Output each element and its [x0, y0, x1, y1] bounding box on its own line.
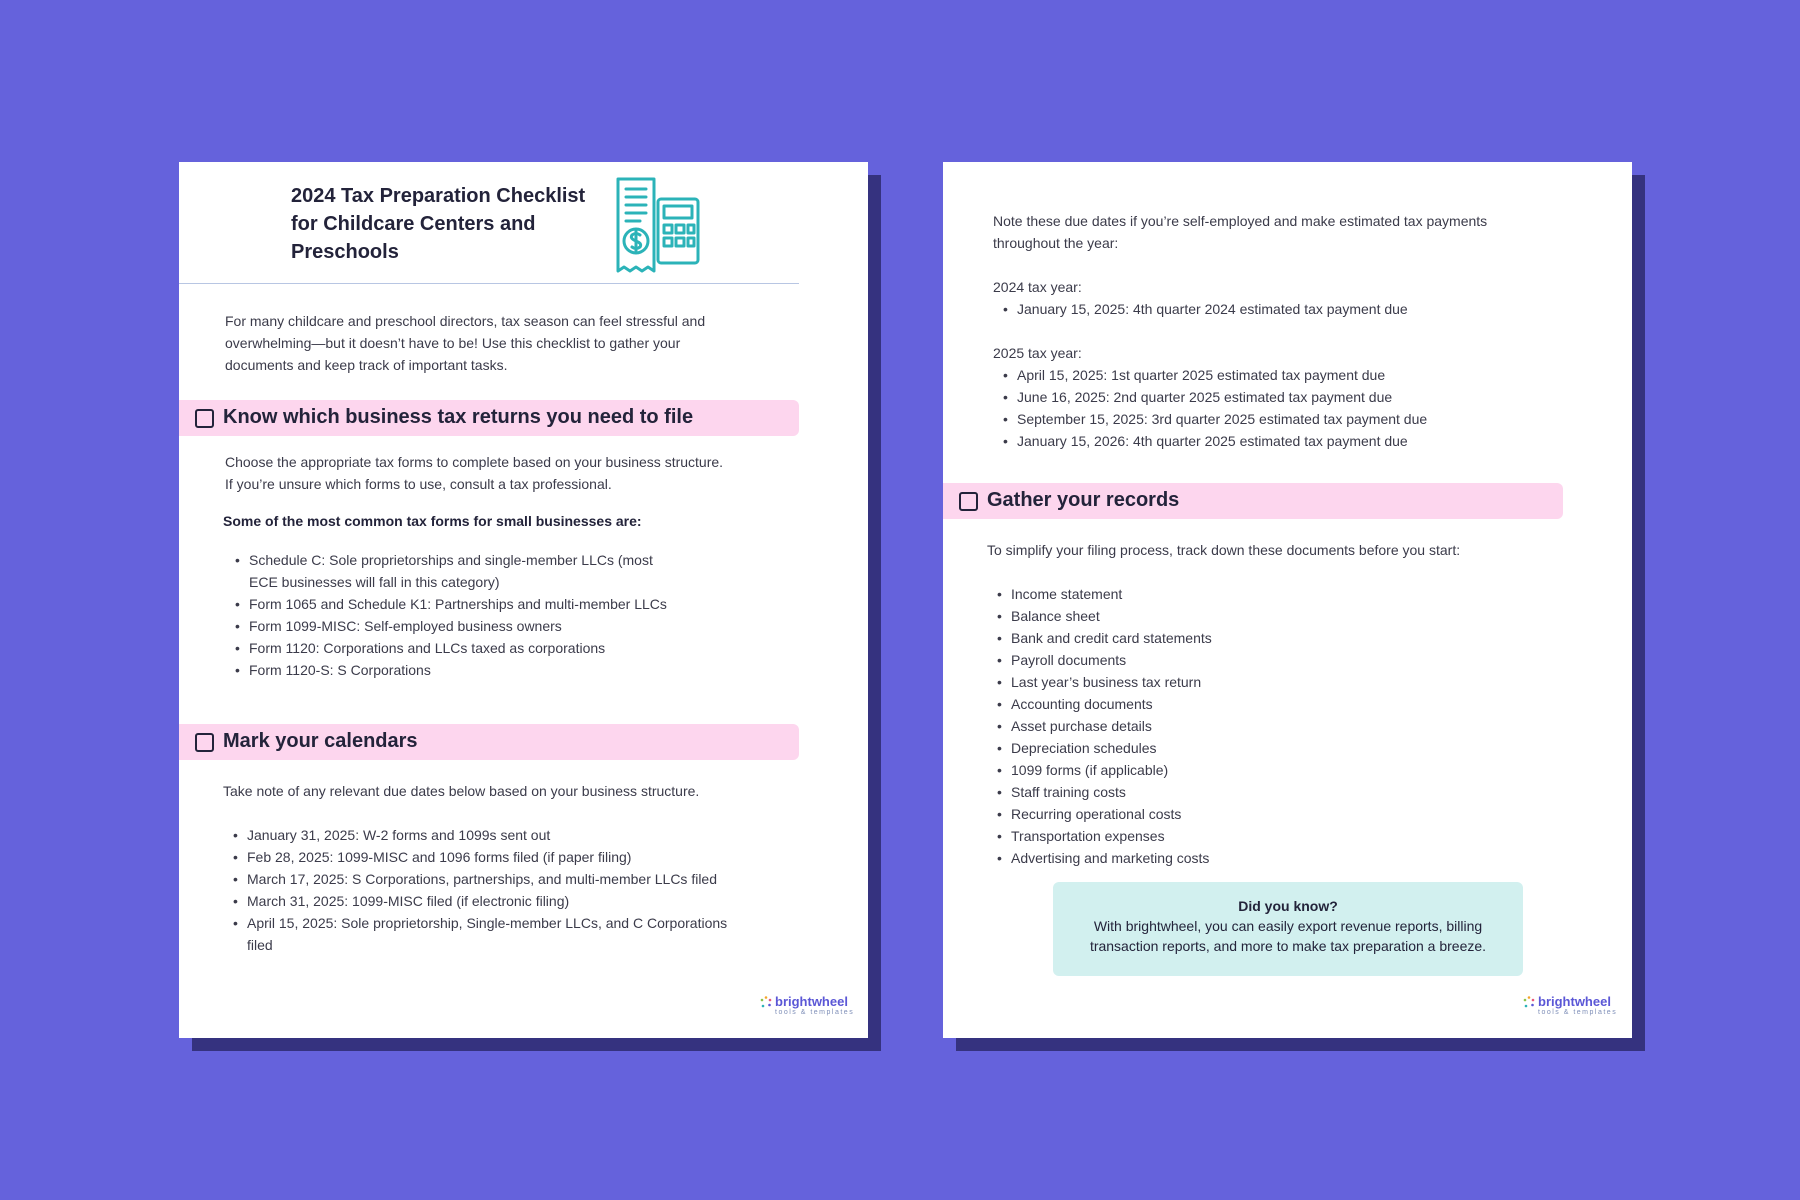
- section-heading: Know which business tax returns you need to file: [223, 406, 694, 428]
- tax-forms-subheading: Some of the most common tax forms for small businesses are:: [223, 513, 642, 529]
- list-item-text: • January 15, 2026: 4th quarter 2025 estimated tax payment due: [1017, 433, 1408, 449]
- checkbox-icon[interactable]: [959, 492, 978, 511]
- title-line: Preschools: [291, 241, 399, 263]
- list-item: [997, 847, 1497, 869]
- list-item-text: • Income statement: [1011, 586, 1123, 602]
- body-line: Choose the appropriate tax forms to complete based on your business structure.: [225, 454, 724, 470]
- brand-name: brightwheel: [1538, 994, 1611, 1009]
- brand-name: brightwheel: [775, 994, 848, 1009]
- tax-year-2024-label: 2024 tax year:: [993, 279, 1082, 295]
- section-records: [943, 483, 1563, 519]
- list-item-text: • Form 1120-S: S Corporations: [249, 662, 431, 678]
- brightwheel-logo: [760, 994, 860, 1016]
- section-tax-returns-body: [225, 451, 815, 495]
- list-item: [1003, 430, 1563, 452]
- brand-tagline: tools & templates: [775, 1009, 855, 1016]
- list-item: [997, 715, 1497, 737]
- list-item-text: • June 16, 2025: 2nd quarter 2025 estimated tax payment due: [1017, 389, 1393, 405]
- list-item-text: • Recurring operational costs: [1011, 806, 1182, 822]
- checkbox-icon[interactable]: [195, 733, 214, 752]
- list-item: [997, 627, 1497, 649]
- list-item: [233, 868, 813, 890]
- tax-year-2024-list: [1003, 298, 1563, 320]
- section-records-body: To simplify your filing process, track down these documents before you start:: [987, 542, 1461, 558]
- intro-line: overwhelming—but it doesn’t have to be! Use this checklist to gather your: [225, 335, 681, 351]
- section-calendars: [179, 724, 799, 760]
- list-item: [235, 637, 795, 659]
- section-heading: Gather your records: [987, 489, 1180, 511]
- list-item-text: • Form 1065 and Schedule K1: Partnerships and multi-member LLCs: [249, 596, 667, 612]
- tax-year-2025-list: [1003, 364, 1563, 452]
- intro-line: documents and keep track of important tasks.: [225, 357, 508, 373]
- intro-paragraph: [225, 310, 785, 376]
- intro-line: For many childcare and preschool directors, tax season can feel stressful and: [225, 313, 706, 329]
- list-item-text: • Form 1099-MISC: Self-employed business owners: [249, 618, 562, 634]
- list-item: [997, 671, 1497, 693]
- list-item-text: • Bank and credit card statements: [1011, 630, 1212, 646]
- list-item-text: • April 15, 2025: 1st quarter 2025 estimated tax payment due: [1017, 367, 1386, 383]
- receipt-calculator-icon: [612, 175, 704, 277]
- list-item: [233, 912, 813, 956]
- list-item: [233, 890, 813, 912]
- list-item-text: • Feb 28, 2025: 1099-MISC and 1096 forms filed (if paper filing): [247, 849, 632, 865]
- list-item-text: • Asset purchase details: [1011, 718, 1152, 734]
- list-item-text: • Staff training costs: [1011, 784, 1126, 800]
- list-item-text: • Accounting documents: [1011, 696, 1153, 712]
- list-item-text: • Last year’s business tax return: [1011, 674, 1202, 690]
- list-item: [233, 846, 813, 868]
- list-item: [997, 583, 1497, 605]
- list-item: [997, 803, 1497, 825]
- estimated-payments-note: [993, 210, 1593, 254]
- callout-line: transaction reports, and more to make tax preparation a breeze.: [1089, 938, 1487, 954]
- list-item-text: • April 15, 2025: Sole proprietorship, Single-member LLCs, and C Corporations: [247, 915, 728, 931]
- list-item: [235, 549, 795, 593]
- list-item: [235, 615, 795, 637]
- list-item-text: • Balance sheet: [1011, 608, 1100, 624]
- list-item-text: • January 15, 2025: 4th quarter 2024 estimated tax payment due: [1017, 301, 1408, 317]
- brightwheel-logo-icon: [1523, 996, 1535, 1008]
- checklist-page-1: [179, 162, 868, 1038]
- brightwheel-logo-icon: [760, 996, 772, 1008]
- list-item-text: ECE businesses will fall in this category): [249, 574, 500, 590]
- section-heading: Mark your calendars: [223, 730, 418, 752]
- list-item-text: • Payroll documents: [1011, 652, 1127, 668]
- checkbox-icon[interactable]: [195, 409, 214, 428]
- list-item-text: • March 31, 2025: 1099-MISC filed (if electronic filing): [247, 893, 570, 909]
- brand-tagline: tools & templates: [1538, 1009, 1618, 1016]
- list-item: [235, 659, 795, 681]
- tax-forms-list: [235, 549, 795, 681]
- list-item-text: • 1099 forms (if applicable): [1011, 762, 1169, 778]
- callout-line: With brightwheel, you can easily export revenue reports, billing: [1093, 918, 1483, 934]
- list-item-text: • September 15, 2025: 3rd quarter 2025 estimated tax payment due: [1017, 411, 1428, 427]
- records-list: [997, 583, 1497, 869]
- due-dates-list: [233, 824, 813, 956]
- list-item: [1003, 298, 1563, 320]
- list-item-text: • Form 1120: Corporations and LLCs taxed as corporations: [249, 640, 606, 656]
- did-you-know-callout: [1053, 882, 1523, 976]
- checklist-page-2: [943, 162, 1632, 1038]
- list-item: [233, 824, 813, 846]
- note-line: Note these due dates if you’re self-employed and make estimated tax payments: [993, 213, 1488, 229]
- brightwheel-logo: [1523, 994, 1623, 1016]
- section-tax-returns: [179, 400, 799, 436]
- list-item: [997, 737, 1497, 759]
- list-item: [997, 693, 1497, 715]
- title-line: for Childcare Centers and: [291, 213, 536, 235]
- list-item: [997, 649, 1497, 671]
- list-item-text: filed: [247, 937, 273, 953]
- list-item: [1003, 364, 1563, 386]
- page-title: [291, 182, 591, 266]
- title-line: 2024 Tax Preparation Checklist: [291, 185, 586, 207]
- note-line: throughout the year:: [993, 235, 1119, 251]
- list-item-text: • Schedule C: Sole proprietorships and single-member LLCs (most: [249, 552, 653, 568]
- section-calendars-body: Take note of any relevant due dates below based on your business structure.: [223, 783, 700, 799]
- callout-title: Did you know?: [1238, 898, 1338, 914]
- tax-year-2025-label: 2025 tax year:: [993, 345, 1082, 361]
- list-item: [1003, 408, 1563, 430]
- list-item-text: • Transportation expenses: [1011, 828, 1165, 844]
- list-item-text: • January 31, 2025: W-2 forms and 1099s sent out: [247, 827, 551, 843]
- list-item-text: • Depreciation schedules: [1011, 740, 1157, 756]
- list-item: [997, 605, 1497, 627]
- list-item: [997, 781, 1497, 803]
- title-divider: [179, 283, 799, 284]
- list-item: [997, 825, 1497, 847]
- body-line: If you’re unsure which forms to use, consult a tax professional.: [225, 476, 612, 492]
- list-item-text: • March 17, 2025: S Corporations, partnerships, and multi-member LLCs filed: [247, 871, 717, 887]
- list-item: [997, 759, 1497, 781]
- list-item-text: • Advertising and marketing costs: [1011, 850, 1210, 866]
- list-item: [1003, 386, 1563, 408]
- list-item: [235, 593, 795, 615]
